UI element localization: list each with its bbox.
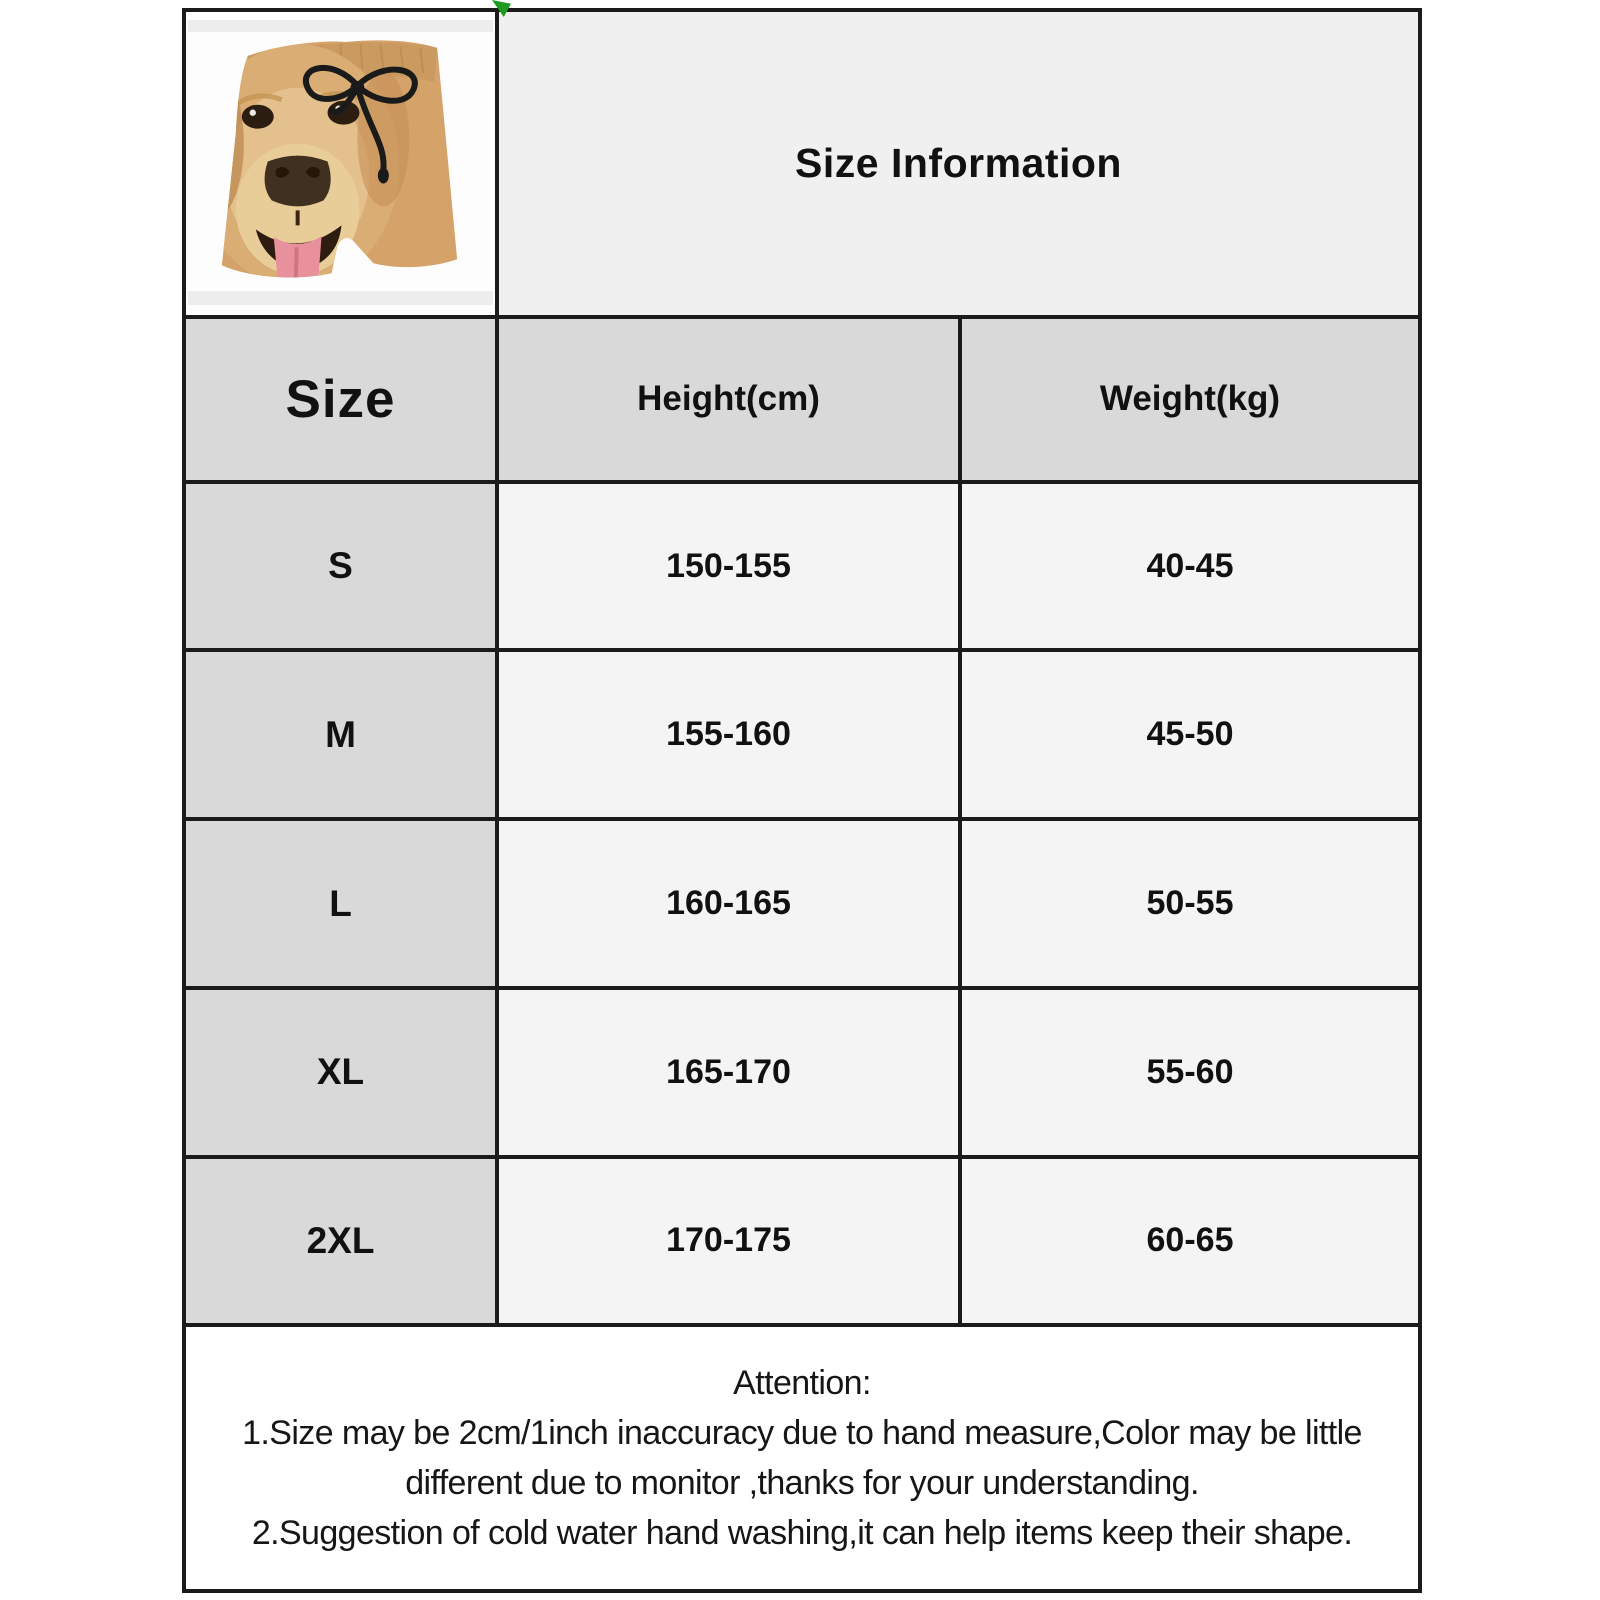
weight-cell: 60-65 bbox=[960, 1157, 1420, 1326]
product-photo-cell bbox=[184, 10, 497, 317]
weight-cell: 45-50 bbox=[960, 650, 1420, 819]
table-row bbox=[184, 650, 1420, 819]
weight-cell: 40-45 bbox=[960, 482, 1420, 651]
size-cell: M bbox=[184, 650, 497, 819]
table-row bbox=[184, 1157, 1420, 1326]
height-cell: 155-160 bbox=[497, 650, 960, 819]
attention-line-1: 1.Size may be 2cm/1inch inaccuracy due to hand measure,Color may be little bbox=[242, 1414, 1362, 1453]
height-cell: 165-170 bbox=[497, 988, 960, 1157]
size-cell: L bbox=[184, 819, 497, 988]
size-cell: S bbox=[184, 482, 497, 651]
size-cell: XL bbox=[184, 988, 497, 1157]
height-cell: 160-165 bbox=[497, 819, 960, 988]
page-title: Size Information bbox=[497, 10, 1420, 317]
product-photo bbox=[186, 12, 495, 315]
attention-note bbox=[184, 1325, 1420, 1591]
top-row bbox=[184, 10, 1420, 317]
photo-bottom-edge bbox=[188, 291, 493, 305]
weight-cell: 55-60 bbox=[960, 988, 1420, 1157]
table-header-row bbox=[184, 317, 1420, 482]
table-row bbox=[184, 482, 1420, 651]
attention-line-3: 2.Suggestion of cold water hand washing,it can help items keep their shape. bbox=[251, 1514, 1353, 1553]
column-header-size: Size bbox=[184, 317, 497, 482]
column-header-weight: Weight(kg) bbox=[960, 317, 1420, 482]
height-cell: 170-175 bbox=[497, 1157, 960, 1326]
photo-top-edge bbox=[188, 20, 493, 32]
attention-title: Attention: bbox=[733, 1364, 871, 1403]
table-row bbox=[184, 819, 1420, 988]
attention-row bbox=[184, 1325, 1420, 1591]
attention-line-2: different due to monitor ,thanks for your understanding. bbox=[405, 1464, 1199, 1503]
weight-cell: 50-55 bbox=[960, 819, 1420, 988]
column-header-height: Height(cm) bbox=[497, 317, 960, 482]
size-cell: 2XL bbox=[184, 1157, 497, 1326]
table-row bbox=[184, 988, 1420, 1157]
size-chart-table bbox=[182, 8, 1422, 1593]
height-cell: 150-155 bbox=[497, 482, 960, 651]
